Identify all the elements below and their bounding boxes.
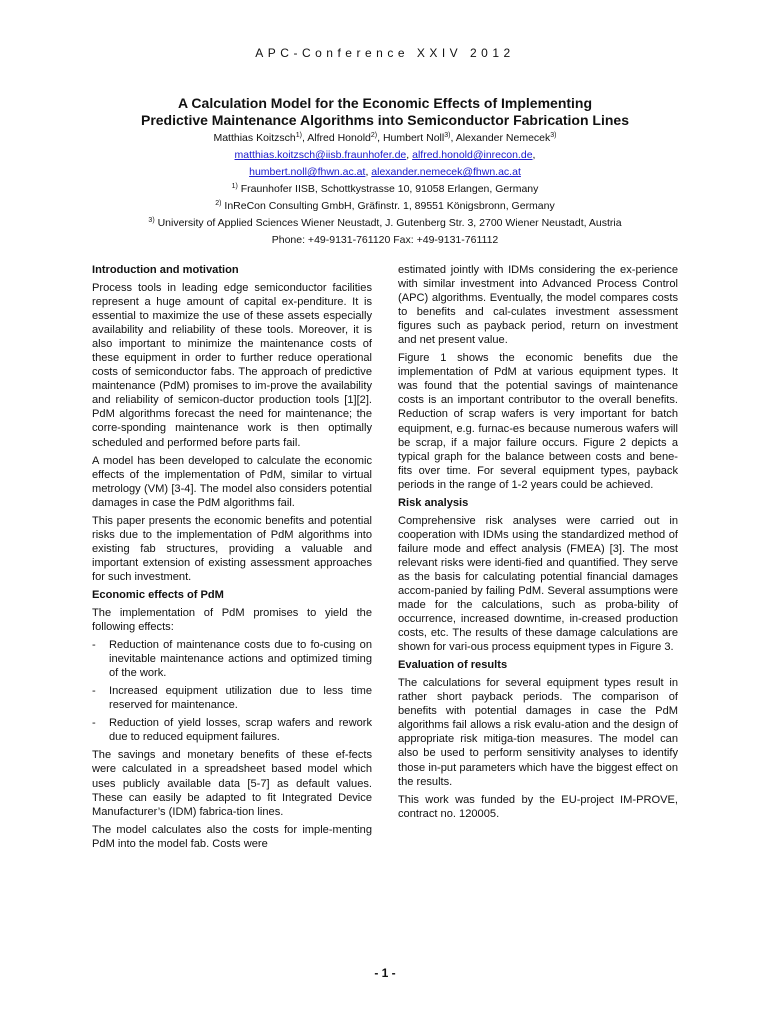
author-block <box>20 130 750 249</box>
section-heading-evaluation: Evaluation of results <box>398 659 508 672</box>
paragraph: Figure 1 shows the economic benefits due the implementation of PdM at various equipment types. It was found that the potential savings of maintenance costs is an important contributor to the overall benefits. Reduction of scrap wafers is very important for batch equipment, e.g. furnac-es because numerous wafers will be scrap, if a major failure occurs. Figure 2 depicts a typical graph for the balance between costs and bene-fits over time. For several equipment types, payback periods in the range of 1-2 years could be achieved. <box>398 352 678 491</box>
paragraph: Process tools in leading edge semiconductor facilities represent a huge amount of capital ex-penditure. It is essential to maximize the use of these assets especially availability and reliability of these tools. Moreover, it is also important to minimize the maintenance costs of these equipment in order to further reduce operational costs of semiconductor fabs. The approach of predictive maintenance (PdM) promises to im-prove the availability and reliability of semicon-ductor production tools [1][2]. PdM algorithms forecast the need for maintenance; the corre-sponding maintenance work is then optimally scheduled and performed before parts fail. <box>92 282 372 449</box>
separator: , <box>406 149 413 161</box>
paragraph: Comprehensive risk analyses were carried out in cooperation with IDMs using the standardized method of failure mode and effect analysis (FMEA) [3]. The most relevant risks were identi-fied and quantified. They serve as the basis for calculating potential financial damages accom-panied by failing PdM. Several assumptions were made for the calculations, such as proba-bility of occurrence, increased downtime, in-creased production costs, etc. The results of these damage calculations are shown for vari-ous process equipment types in Figure 3. <box>398 514 678 654</box>
email-link[interactable]: alexander.nemecek@fhwn.ac.at <box>371 166 521 178</box>
section-heading-risk: Risk analysis <box>398 496 469 509</box>
funding-note: This work was funded by the EU-project IM-PROVE, contract no. 120005. <box>398 793 678 820</box>
email-link[interactable]: matthias.koitzsch@iisb.fraunhofer.de <box>234 149 407 161</box>
paragraph: The calculations for several equipment types result in rather short payback periods. The comparison of benefits with potential damages in case the PdM algorithms fail allows a risk evalu-ation and the design of appropriate risk mitiga-tion measures. The model can also be used to perform sensitivity analyses to identify those in-put parameters which have the biggest effect on the results. <box>398 677 678 788</box>
author-name: , Humbert Noll <box>377 132 445 144</box>
right-column <box>398 263 678 825</box>
email-link[interactable]: humbert.noll@fhwn.ac.at <box>249 166 366 178</box>
affiliation-marker: 2) <box>215 200 222 207</box>
affiliation-marker: 2) <box>370 132 378 139</box>
affiliation-marker: 3) <box>550 132 557 139</box>
affiliation-text: Fraunhofer IISB, Schottkystrasse 10, 91058 Erlangen, Germany <box>237 183 539 195</box>
paragraph: The savings and monetary benefits of these ef-fects were calculated in a spreadsheet based model which uses publicly available data [5-7] as default values. These can easily be adapted to fit Integrated Device Manufacturer’s (IDM) fabrica-tion lines. <box>92 749 372 818</box>
affiliation-marker: 1) <box>231 183 238 190</box>
email-link[interactable]: alfred.honold@inrecon.de <box>412 149 533 161</box>
author-names <box>20 130 750 147</box>
page-number: - 1 - <box>374 966 396 980</box>
affiliation-3 <box>20 215 750 232</box>
left-column <box>92 263 372 855</box>
paragraph: This paper presents the economic benefits and potential risks due to the implementation of PdM algorithms into existing fab structures, providing a valuable and important extension of existing assessment approaches for such investment. <box>92 514 372 583</box>
affiliation-text: University of Applied Sciences Wiener Neustadt, J. Gutenberg Str. 3, 2700 Wiener Neustadt, Austria <box>154 217 622 229</box>
section-heading-economic: Economic effects of PdM <box>92 588 224 601</box>
author-name: Matthias Koitzsch <box>213 132 296 144</box>
title-line-1: A Calculation Model for the Economic Effects of Implementing <box>177 95 593 111</box>
paragraph: estimated jointly with IDMs considering the ex-perience with similar investment into Advanced Process Control (APC) algorithms. Eventually, the model compares costs to benefits and cal-culates investment assessment figures such as payback period, return on investment and net present value. <box>398 264 678 347</box>
separator: , <box>532 149 536 161</box>
paragraph: The implementation of PdM promises to yield the following effects: <box>92 606 372 634</box>
list-item: - Reduction of yield losses, scrap wafers and rework due to reduced equipment failures. <box>92 716 372 744</box>
paragraph: The model calculates also the costs for imple-menting PdM into the model fab. Costs were <box>92 823 372 850</box>
separator: , <box>365 166 372 178</box>
affiliation-2 <box>20 198 750 215</box>
affiliation-marker: 3) <box>148 217 155 224</box>
effects-list <box>92 638 372 744</box>
author-name: , Alfred Honold <box>302 132 371 144</box>
email-line-2 <box>20 164 750 181</box>
paragraph: A model has been developed to calculate the economic effects of the implementation of PdM, similar to virtual metrology (VM) [3-4]. The model also considers potential damages in case the PdM algorithms fail. <box>92 454 372 509</box>
list-item: - Reduction of maintenance costs due to fo-cusing on inevitable maintenance actions and optimized timing of the work. <box>92 638 372 680</box>
affiliation-marker: 3) <box>444 132 451 139</box>
affiliation-1 <box>20 181 750 198</box>
affiliation-text: InReCon Consulting GmbH, Gräfinstr. 1, 89551 Königsbronn, Germany <box>221 200 555 212</box>
affiliation-marker: 1) <box>295 132 302 139</box>
email-line-1 <box>20 147 750 164</box>
title-line-2: Predictive Maintenance Algorithms into Semiconductor Fabrication Lines <box>140 112 629 128</box>
list-item: - Increased equipment utilization due to less time reserved for maintenance. <box>92 684 372 712</box>
author-name: , Alexander Nemecek <box>450 132 551 144</box>
paper-title <box>60 95 710 129</box>
section-heading-intro: Introduction and motivation <box>92 264 239 276</box>
conference-header: APC-Conference XXIV 2012 <box>255 46 515 60</box>
contact-line: Phone: +49-9131-761120 Fax: +49-9131-761112 <box>271 234 499 246</box>
